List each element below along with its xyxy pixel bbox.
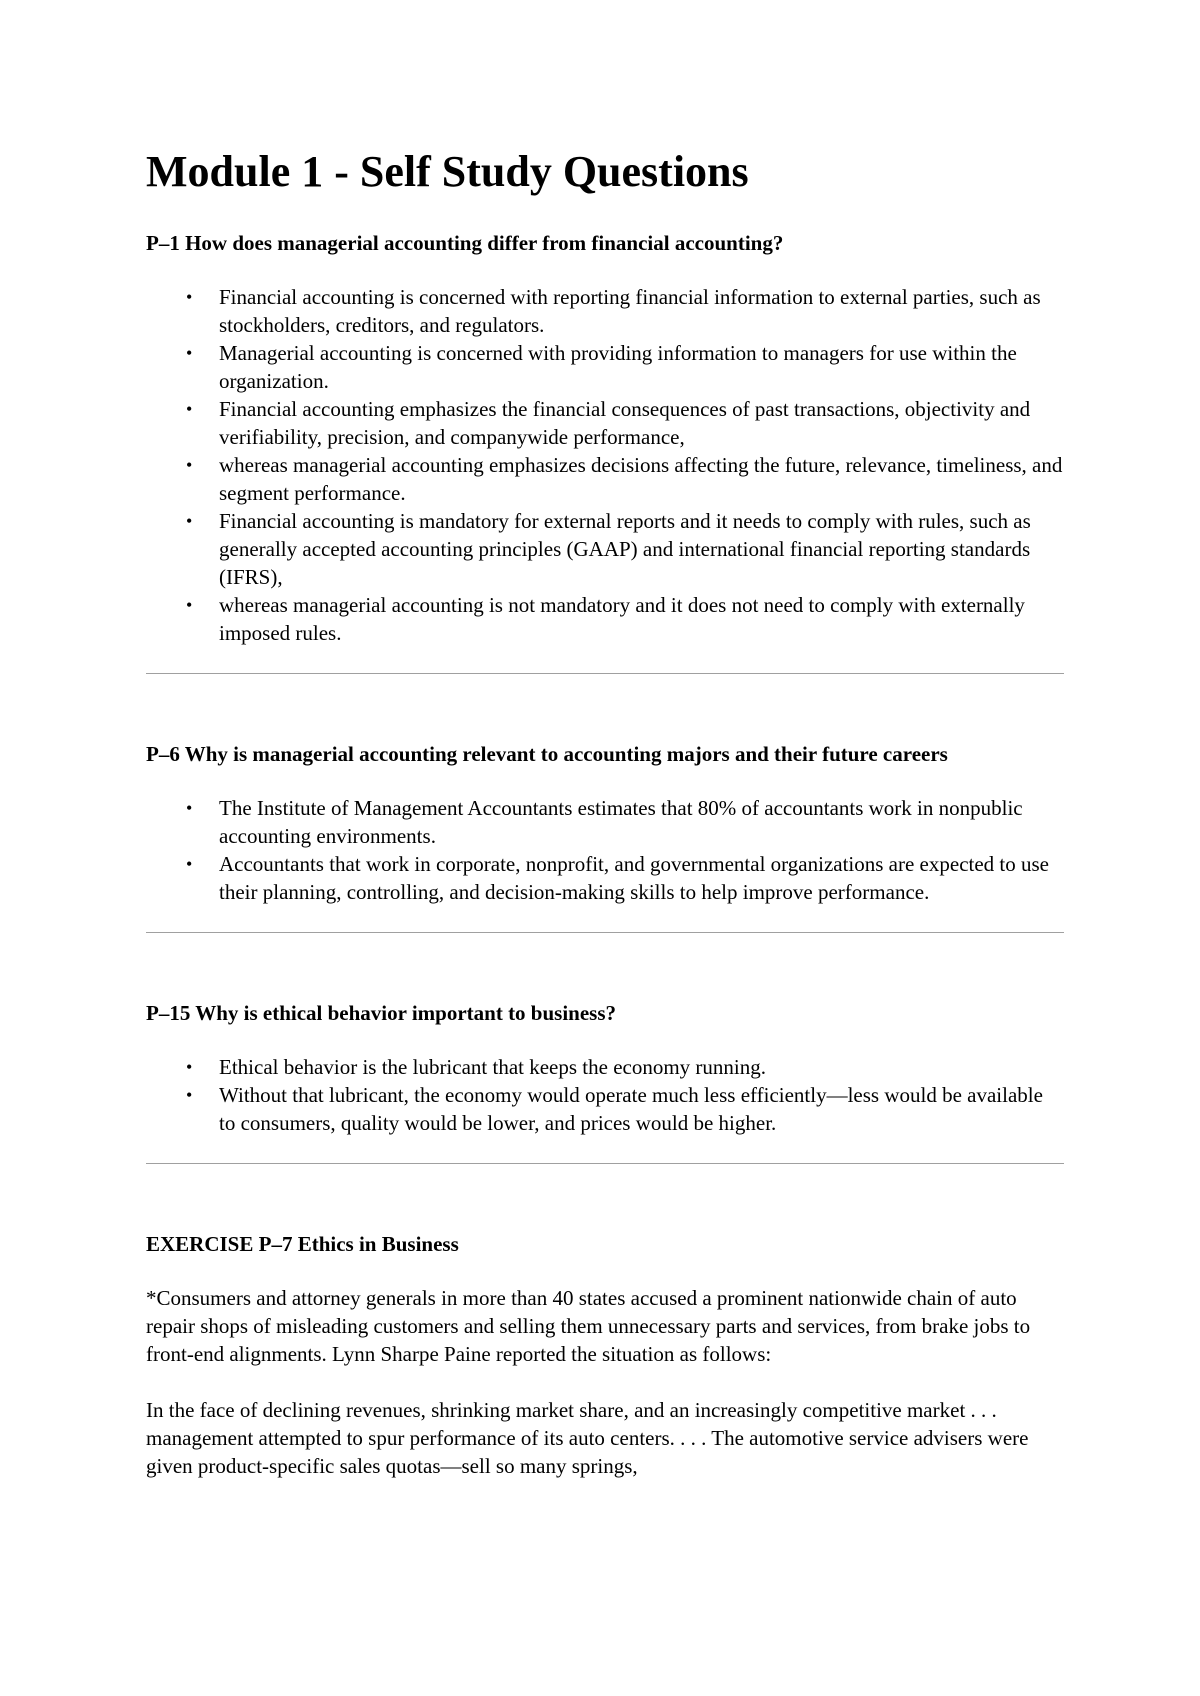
answer-list [146, 1053, 1064, 1137]
list-item: • Managerial accounting is concerned with providing information to managers for use within the organization. [186, 340, 1017, 393]
question-heading: P–6 Why is managerial accounting relevant to accounting majors and their future careers [146, 741, 948, 766]
section-divider [146, 932, 1064, 933]
answer-list [146, 794, 1064, 906]
exercise-section [146, 1230, 1064, 1480]
bullet-icon: • [186, 510, 193, 531]
list-item: • Financial accounting is concerned with reporting financial information to external parties, such as stockholders, creditors, and regulators. [186, 284, 1041, 337]
document-content [146, 146, 1064, 1508]
exercise-paragraph: *Consumers and attorney generals in more than 40 states accused a prominent nationwide chain of auto repair shops of misleading customers and selling them unnecessary parts and services, from brake jobs to front-end alignments. Lynn Sharpe Paine reported the situation as follows: [146, 1285, 1031, 1366]
bullet-icon: • [186, 1056, 193, 1077]
bullet-icon: • [186, 1084, 193, 1105]
list-item: • whereas managerial accounting is not mandatory and it does not need to comply with externally imposed rules. [186, 592, 1025, 645]
bullet-icon: • [186, 797, 193, 818]
list-item: • Ethical behavior is the lubricant that keeps the economy running. [186, 1054, 767, 1079]
question-heading: P–1 How does managerial accounting differ from financial accounting? [146, 230, 784, 255]
bullet-icon: • [186, 286, 193, 307]
question-heading: P–15 Why is ethical behavior important to business? [146, 1000, 617, 1025]
bullet-icon: • [186, 454, 193, 475]
bullet-icon: • [186, 398, 193, 419]
bullet-icon: • [186, 594, 193, 615]
bullet-icon: • [186, 853, 193, 874]
question-section-p6 [146, 740, 1064, 933]
exercise-paragraph: In the face of declining revenues, shrinking market share, and an increasingly competitive market . . . management attempted to spur performance of its auto centers. . . . The automotive service advisers were given product-specific sales quotas—sell so many springs, [146, 1397, 1029, 1478]
list-item: • Without that lubricant, the economy would operate much less efficiently—less would be available to consumers, quality would be lower, and prices would be higher. [186, 1082, 1043, 1135]
page-title: Module 1 - Self Study Questions [146, 147, 749, 196]
question-section-p1 [146, 229, 1064, 674]
list-item: • Financial accounting is mandatory for external reports and it needs to comply with rules, such as generally accepted accounting principles (GAAP) and international financial reporting standards (IFRS), [186, 508, 1031, 589]
bullet-icon: • [186, 342, 193, 363]
section-divider [146, 673, 1064, 674]
exercise-heading: EXERCISE P–7 Ethics in Business [146, 1231, 459, 1256]
list-item: • whereas managerial accounting emphasizes decisions affecting the future, relevance, timeliness, and segment performance. [186, 452, 1063, 505]
section-divider [146, 1163, 1064, 1164]
list-item: • The Institute of Management Accountants estimates that 80% of accountants work in nonpublic accounting environments. [186, 795, 1023, 848]
question-section-p15 [146, 999, 1064, 1164]
list-item: • Financial accounting emphasizes the financial consequences of past transactions, objectivity and verifiability, precision, and companywide performance, [186, 396, 1031, 449]
answer-list [146, 283, 1064, 647]
list-item: • Accountants that work in corporate, nonprofit, and governmental organizations are expected to use their planning, controlling, and decision-making skills to help improve performance. [186, 851, 1050, 904]
